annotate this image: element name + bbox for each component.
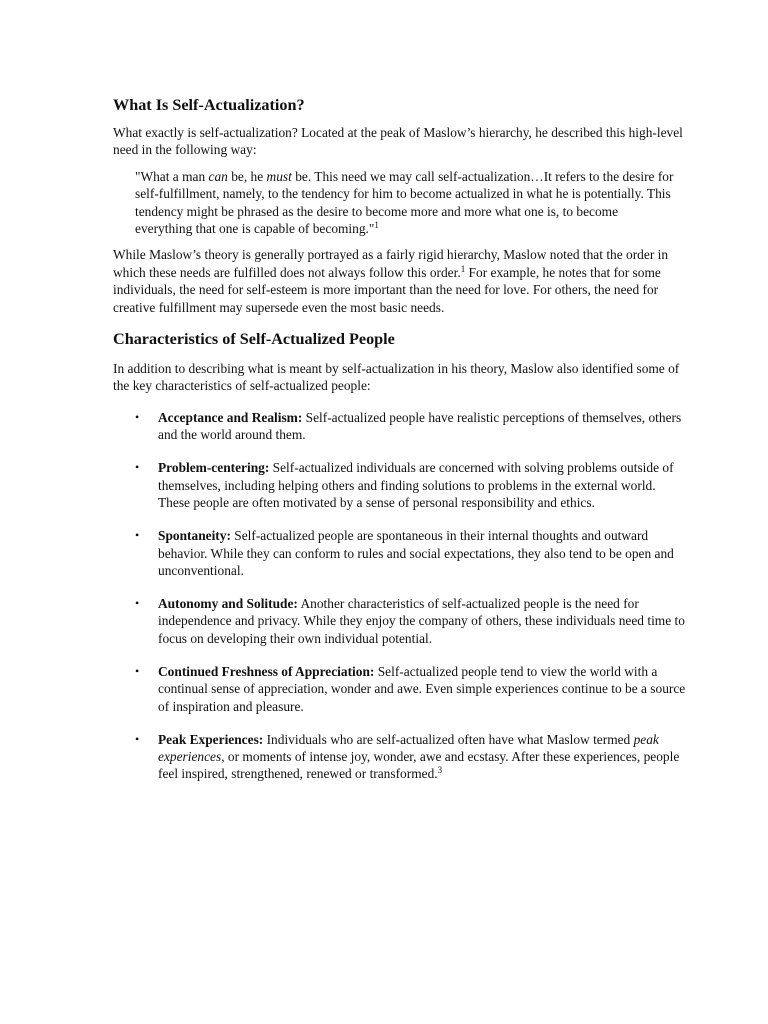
list-item bbox=[113, 731, 688, 783]
maslow-quote bbox=[135, 168, 688, 238]
quote-mid: be, he bbox=[227, 168, 267, 184]
bullet-icon: • bbox=[135, 409, 140, 424]
intro-paragraph: What exactly is self-actualization? Located at the peak of Maslow’s hierarchy, he described this high-level need in the following way: bbox=[113, 125, 683, 158]
footnote-marker: 1 bbox=[460, 263, 466, 274]
trait-title: Continued Freshness of Appreciation: bbox=[158, 663, 375, 679]
trait-title: Peak Experiences: bbox=[158, 731, 264, 747]
list-item bbox=[113, 459, 688, 511]
section-heading-characteristics: Characteristics of Self-Actualized People bbox=[113, 330, 395, 349]
trait-title: Spontaneity: bbox=[158, 528, 231, 544]
characteristics-list bbox=[113, 409, 688, 783]
trait-emphasis: peak experiences bbox=[158, 731, 659, 764]
bullet-icon: • bbox=[135, 528, 140, 543]
footnote-marker: 1 bbox=[374, 220, 379, 231]
trait-title: Autonomy and Solitude: bbox=[158, 595, 298, 611]
quote-open: "What a man bbox=[135, 168, 209, 184]
trait-text: Another characteristics of self-actualized people is the need for independence and privacy. While they enjoy the company of others, these individuals need time to focus on developing their own individual potential. bbox=[158, 595, 685, 646]
trait-title: Problem-centering: bbox=[158, 460, 270, 476]
list-item bbox=[113, 527, 688, 579]
trait-text: Individuals who are self-actualized often have what Maslow termed bbox=[263, 731, 634, 747]
section-heading-self-actualization: What Is Self-Actualization? bbox=[113, 96, 305, 114]
quote-rest: be. This need we may call self-actualization…It refers to the desire for self-fulfillment, namely, to the tendency for him to become actualized in what he is potentially. This tendency might be phrased as the desire to become more and more what one is, to become everything that one is capable of becoming." bbox=[135, 168, 674, 237]
trait-text: Self-actualized people tend to view the world with a continual sense of appreciation, wonder and awe. Even simple experiences continue to be a source of inspiration and pleasure. bbox=[158, 663, 686, 714]
trait-text: , or moments of intense joy, wonder, awe and ecstasy. After these experiences, people feel inspired, strengthened, renewed or transformed. bbox=[158, 748, 680, 782]
hierarchy-paragraph bbox=[113, 246, 688, 316]
trait-text: Self-actualized people have realistic perceptions of themselves, others and the world around them. bbox=[158, 409, 682, 443]
list-item bbox=[113, 663, 688, 715]
trait-text: Self-actualized people are spontaneous in their internal thoughts and outward behavior. While they can conform to rules and social expectations, they also tend to be open and unconventional. bbox=[158, 528, 674, 578]
hierarchy-text-part1: While Maslow’s theory is generally portrayed as a fairly rigid hierarchy, Maslow noted that the order in which these needs are fulfilled does not always follow this order. bbox=[113, 247, 669, 280]
quote-emphasis-must: must bbox=[266, 168, 292, 184]
hierarchy-text-part2: For example, he notes that for some individuals, the need for self-esteem is more important than the need for love. For others, the need for creative fulfillment may supersede even the most basic needs. bbox=[113, 264, 661, 315]
bullet-icon: • bbox=[135, 731, 140, 746]
list-item bbox=[113, 595, 688, 647]
characteristics-intro: In addition to describing what is meant by self-actualization in his theory, Maslow also identified some of the key characteristics of self-actualized people: bbox=[113, 361, 680, 394]
trait-text: Self-actualized individuals are concerned with solving problems outside of themselves, including helping others and finding solutions to problems in the external world. These people are often motivated by a sense of personal responsibility and ethics. bbox=[158, 460, 674, 511]
trait-title: Acceptance and Realism: bbox=[158, 409, 303, 425]
bullet-icon: • bbox=[135, 595, 140, 610]
bullet-icon: • bbox=[135, 663, 140, 678]
quote-emphasis-can: can bbox=[208, 168, 228, 184]
bullet-icon: • bbox=[135, 460, 140, 475]
footnote-marker: 3 bbox=[437, 765, 443, 776]
list-item bbox=[113, 409, 688, 444]
